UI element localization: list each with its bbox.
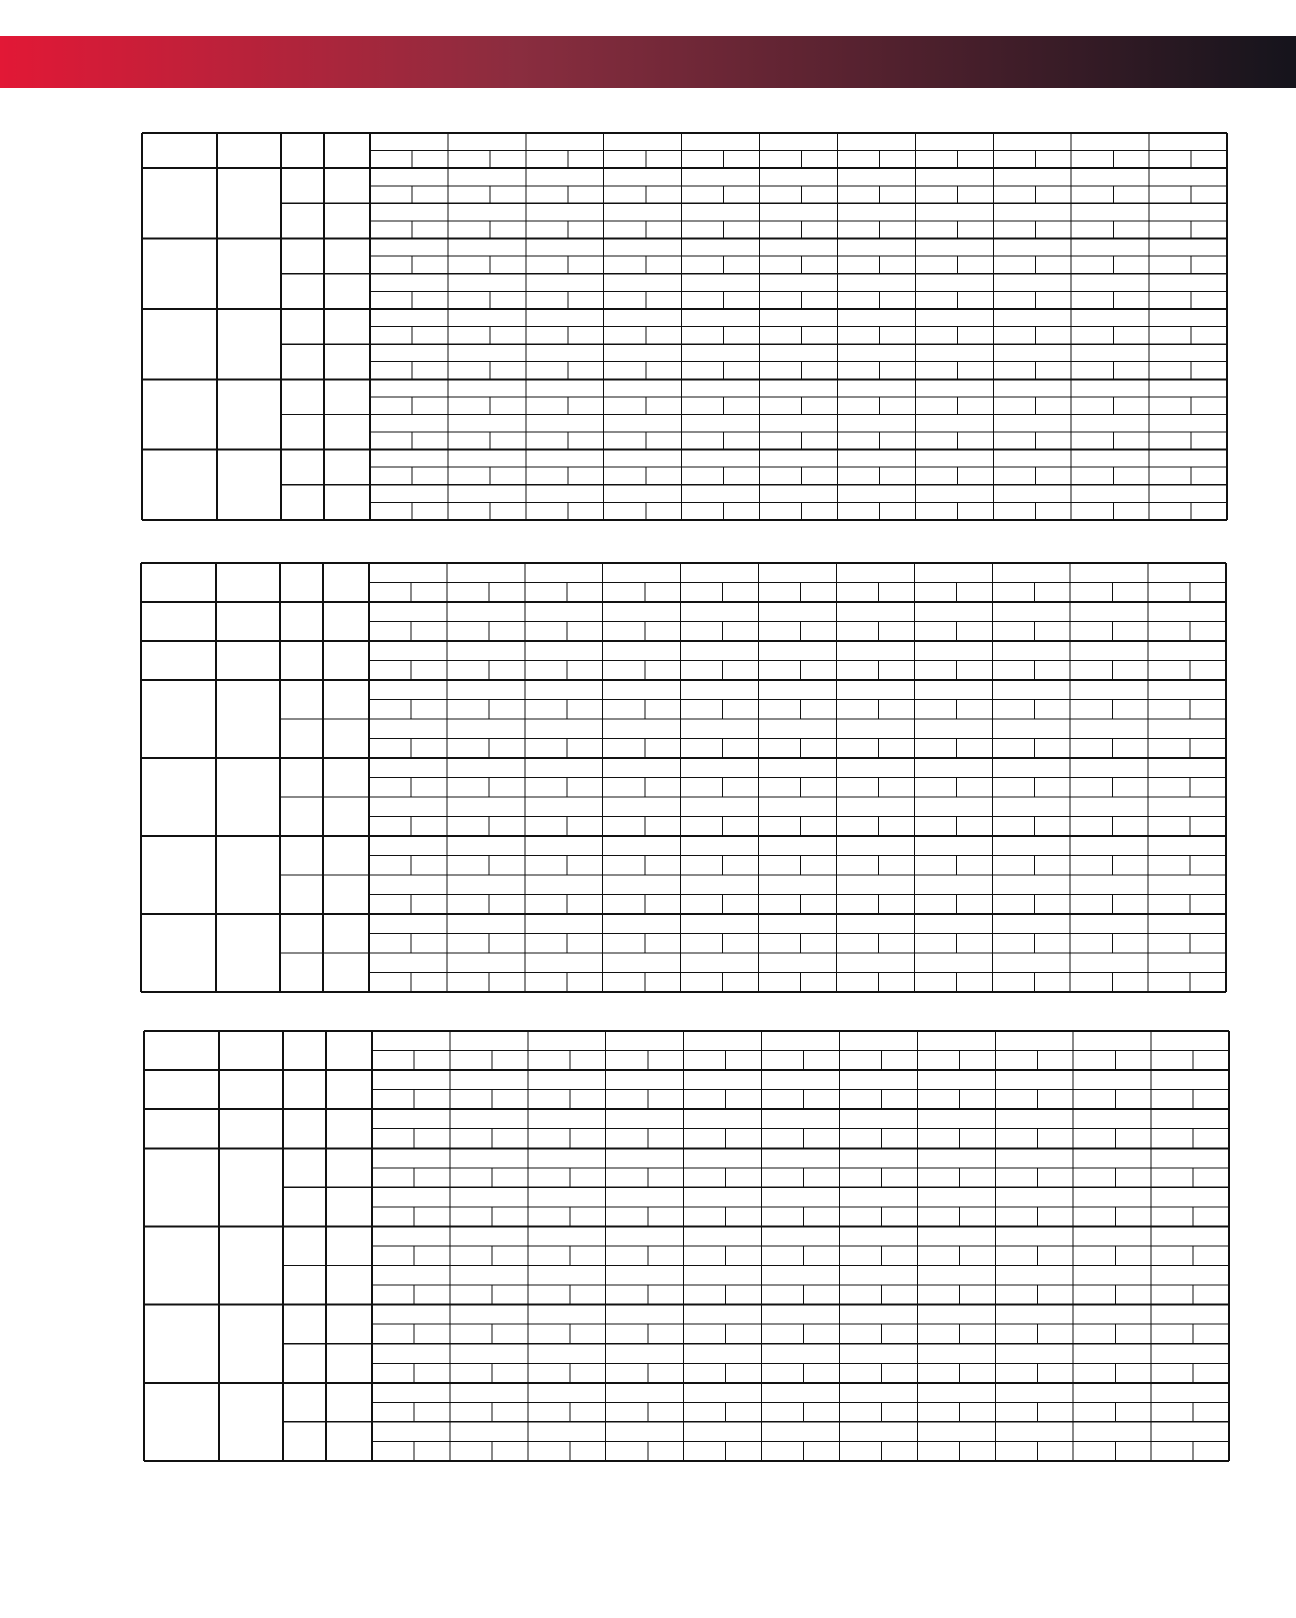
schedule-table-3 — [144, 1031, 1229, 1461]
header-color-band — [0, 36, 1296, 88]
schedule-table-1 — [142, 133, 1227, 520]
schedule-table-2 — [141, 563, 1226, 992]
